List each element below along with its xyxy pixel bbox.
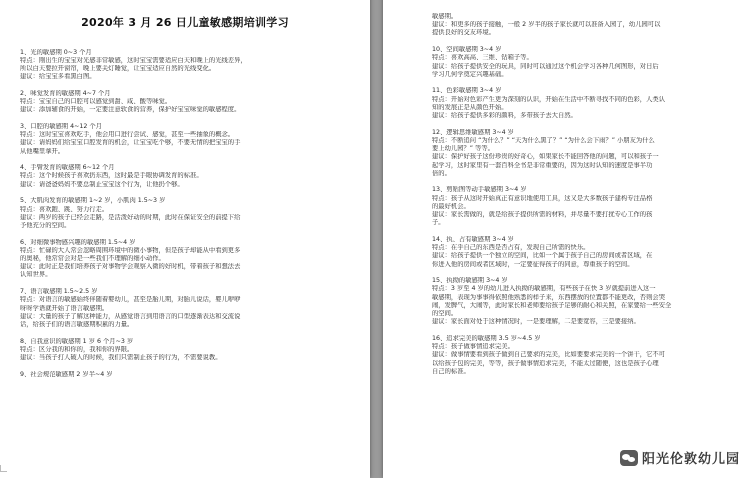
text-line: 1、光的敏感期 0~3 个月 [20,48,92,56]
document-page-left [0,0,370,478]
text-line: 建议：和更多的孩子接触，一般 2 岁半的孩子家长就可以准备入园了，幼儿园可以 [432,21,661,29]
text-line: 特点：对语言的敏感始终伴随着婴幼儿，甚至是胎儿期，对胎儿说话，婴儿咿咿 [20,296,241,304]
text-line: 特点：孩子做事情追求完美。 [432,343,514,351]
text-line: 建议：添加辅食的开始，一定要注意软食的营养，保护好宝宝味觉的敏感程度。 [20,106,241,114]
text-line: 11、色彩敏感期 3~4 岁 [432,87,502,95]
text-line: 话，给孩子们的语言敏感期积累的力量。 [20,320,134,328]
text-line: 4、手臂发育的敏感期 6~12 个月 [20,164,115,172]
paragraph-gap [20,114,350,123]
page-right-text [432,13,732,376]
text-line: 6、对细微事物感兴趣的敏感期 1.5~4 岁 [20,238,136,246]
text-line: 建议：给孩子提供一个独立的空间，比如一个属于孩子自己的房间或者区域，在 [432,252,653,260]
watermark-text: 阳光伦敦幼儿园 [641,452,740,467]
text-line: 建议：给孩子提供多彩的颜料，多带孩子去大自然。 [432,112,577,120]
text-line: 建议：请妈妈们给宝宝口腔发育的机会，让宝宝吃个够，不要无情的把宝宝的手 [20,139,241,147]
text-line: 12、逻辑思维敏感期 3~4 岁 [432,128,514,136]
text-line: 建议：保护好孩子这份珍贵的好奇心，如果家长不能回答他的问题，可以和孩子一 [432,153,659,161]
wechat-icon [620,450,638,466]
text-line: 9、社会规范敏感期 2 岁半~4 岁 [20,370,113,378]
margin-mark [0,465,7,472]
text-line: 你进入他的房间或者区域时，一定要征得孩子的同意，尊重孩子的空间。 [432,260,634,268]
paragraph-gap [20,81,350,90]
text-line: 建议：当孩子打人破人的时候，我们只需制止孩子的行为，不需要说教。 [20,354,222,362]
paragraph-gap [20,189,350,198]
paragraph-gap [432,120,732,129]
text-line: 认知世界。 [20,271,52,279]
text-line: 建议：给孩子提供安全的玩具，同时可以通过这个机会学习各种几何图形，对日后 [432,62,659,70]
text-line: 特点：这时宝宝喜欢吃手，他会用口进行尝试、感觉，甚至一些抽象的概念。 [20,131,235,139]
text-line: 建议：两岁的孩子已经会走路，是活泼好动的时期，此时在保证安全的前提下给 [20,213,241,221]
paragraph-gap [432,38,732,47]
text-line: 的奥秘，他常常会对是一些我们不理解的细小动作。 [20,255,165,263]
text-line: 建议：请爸爸妈妈不要总制止宝宝这个行为，让他扔个够。 [20,180,184,188]
text-line: 倍的。 [432,169,451,177]
paragraph-gap [20,156,350,165]
text-line: 特点：这个时候孩子喜欢扔东西，这时最是手眼协调发育的标准。 [20,172,203,180]
text-line: 的空间。 [432,310,458,318]
text-line: 敏感期。 [432,13,458,20]
text-line: 10、空间敏感期 3~4 岁 [432,46,502,54]
text-line: 14、执、占有敏感期 3~4 岁 [432,235,514,243]
text-line: 8、自我意识的敏感期 1 岁 6 个月~3 岁 [20,337,134,345]
text-line: 建议：家长需做的，就是给孩子提供所需的材料，并尽量不要打扰专心工作的孩 [432,211,653,219]
watermark [616,446,744,469]
text-line: 予他充分的空间。 [20,221,71,229]
text-line: 特点：在乎自己的东西是否占有，发现自己所需的快乐。 [432,244,590,252]
paragraph-gap [20,280,350,289]
text-line: 起学习，这时家里有一套百科全书是非常重要的，因为这时认知的速度是事半功 [432,161,653,169]
text-line: 15、执拗的敏感期 3~4 岁 [432,277,508,285]
document-page-right [383,0,750,478]
text-line: 2、味觉发育的敏感期 4~7 个月 [20,89,111,97]
text-line: 建议：家长面对处于这种情况时，一是要理解，二是要宽容，三是要接纳。 [432,318,640,326]
text-line: 的最好机会。 [432,202,470,210]
text-line: 13、剪贴图等动手敏感期 3~4 岁 [432,186,527,194]
paragraph-gap [20,40,350,49]
text-line: 16、追求完美的敏感期 3.5 岁~4.5 岁 [432,335,541,342]
text-line: 要上幼儿园？” 等等。 [432,145,494,153]
text-line: 闹，发脾气，大闹等，此时家长和老师要给孩子足够的耐心和关照，在家要给一些安全 [432,301,672,309]
text-line: 特点：区分我的和你的，我和你的界限。 [20,345,134,353]
text-line: 特点：喜欢高高、三维、钻箱子等。 [432,54,533,62]
text-line: 所以白天要拉开窗帘，晚上要关灯睡觉，让宝宝适应自然的光线变化。 [20,64,216,72]
text-line: 特点：刚出生的宝宝对光感非常敏感，这时宝宝需要适应白天和晚上的光线差异， [20,56,247,64]
page-title: 2020年 3 月 26 日儿童敏感期培训学习 [81,16,289,29]
text-line: 提供良好的交友环境。 [432,29,495,37]
text-line: 特点：3 岁至 4 岁的幼儿进入执拗的敏感期，有些孩子在快 3 岁就提前进入这一 [432,285,656,293]
text-line: 特点：宝宝自己的口腔可以感觉到甜、咸、酸等味觉。 [20,98,172,106]
paragraph-gap [20,230,350,239]
text-line: 建议：此时正是我们培养孩子对事物学会观察入微的好时机，带着孩子和想法去 [20,263,241,271]
text-line: 建议：做事情要看到孩子做到自己要求的完美，比如要要求完美的一个饼干，它不可 [432,351,665,359]
text-line: 特点：喜欢跑、跳、努力行走。 [20,205,109,213]
text-line: 敏感期，表现为事事得依照他熟悉的样子来，东西摆放的位置都不能更改，否则会哭 [432,293,665,301]
text-line: 建议：大量的孩子了解这种能力，从感觉语言到用语言的口型逐渐表达和交流说 [20,312,241,320]
paragraph-gap [20,329,350,338]
text-line: 建议：给宝宝多看黑白图。 [20,73,96,81]
paragraph-gap [432,327,732,336]
page-left-text [20,10,350,379]
text-line: 5、大肌肉发育的敏感期 1~2 岁，小肌肉 1.5~3 岁 [20,197,166,205]
text-line: 自己的标准。 [432,367,470,375]
paragraph-gap [432,178,732,187]
text-line: 子。 [432,219,445,227]
text-line: 从他嘴里拿开。 [20,147,65,155]
text-line: 特点：不断追问 “为什么？” “天为什么黑了？” “为什么会下雨？” 小朋友为什么 [432,136,655,144]
text-line: 学习几何学奠定兴趣基础。 [432,70,508,78]
text-line: 呀呀学语就开始了语言敏感期。 [20,304,109,312]
text-line: 7、语言敏感期 1.5~2.5 岁 [20,288,98,296]
paragraph-gap [432,79,732,88]
text-line: 知的发展正是从颜色开始。 [432,103,508,111]
text-line: 特点：孩子从这时开始真正有意识地使用工具，这又是大多数孩子建构专注品格 [432,194,653,202]
text-line: 特点：开始对色彩产生更为深刻的认识，开始在生活中不断寻找不同的色彩，人类认 [432,95,665,103]
text-line: 3、口腔的敏感期 4~12 个月 [20,122,102,130]
paragraph-gap [432,269,732,278]
paragraph-gap [20,362,350,371]
text-line: 特点：忙碌的大人常会忽略周围环境中的微小事物，但是孩子却能从中看到更多 [20,246,241,254]
text-line: 以给孩子包的完美，等等，孩子做事情追求完美，不能太过随便，这也是孩子心理 [432,359,659,367]
paragraph-gap [432,227,732,236]
